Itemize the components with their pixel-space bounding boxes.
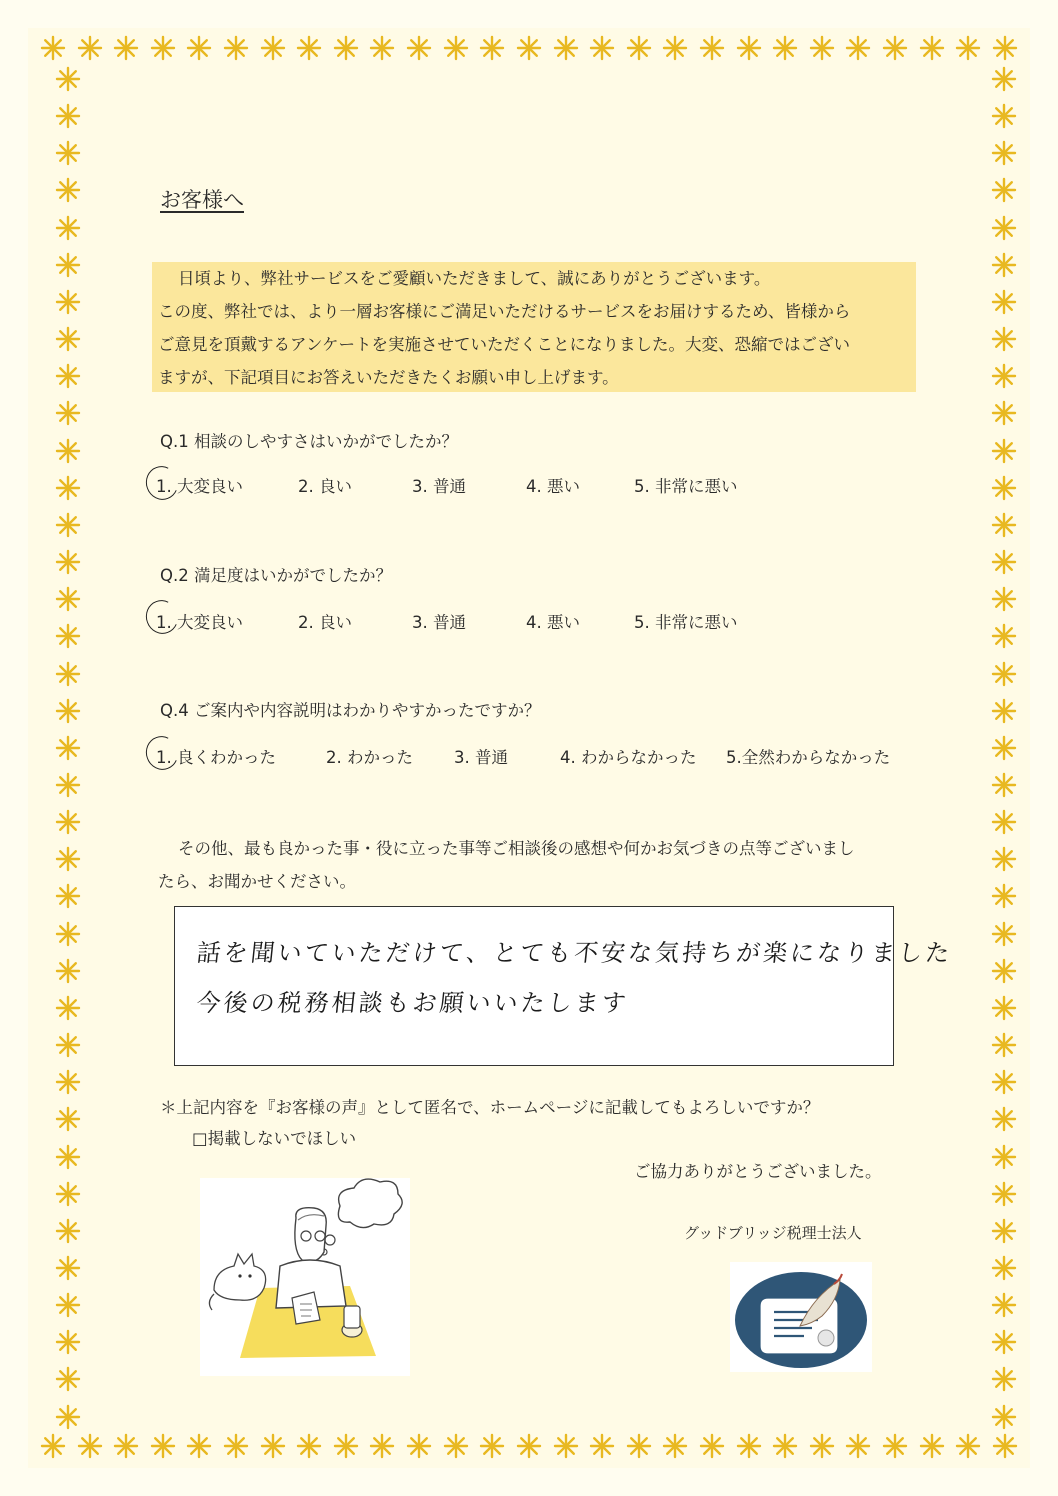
star-border-icon [845, 35, 871, 61]
star-border-icon [150, 35, 176, 61]
star-border-icon [55, 326, 81, 352]
star-border-icon [992, 35, 1018, 61]
star-border-icon [991, 1032, 1017, 1058]
star-border-icon [991, 326, 1017, 352]
star-border-icon [443, 35, 469, 61]
star-border-icon [260, 1433, 286, 1459]
star-border-icon [736, 35, 762, 61]
star-border-icon [772, 1433, 798, 1459]
intro-line: ご意見を頂戴するアンケートを実施させていただくことになりました。大変、恐縮ではござい [158, 335, 851, 354]
star-border-icon [55, 66, 81, 92]
star-border-icon [919, 35, 945, 61]
star-border-icon [991, 1329, 1017, 1355]
star-border-icon [260, 35, 286, 61]
star-border-icon [296, 1433, 322, 1459]
star-border-icon [626, 1433, 652, 1459]
star-border-icon [113, 1433, 139, 1459]
star-border-icon [55, 1069, 81, 1095]
star-border-icon [55, 958, 81, 984]
star-border-icon [55, 438, 81, 464]
star-border-icon [553, 35, 579, 61]
star-border-icon [991, 1366, 1017, 1392]
star-border-icon [77, 35, 103, 61]
star-border-icon [55, 512, 81, 538]
star-border-icon [991, 215, 1017, 241]
star-border-icon [479, 1433, 505, 1459]
star-border-right [990, 66, 1018, 1430]
star-border-icon [55, 1366, 81, 1392]
star-border-icon [991, 586, 1017, 612]
star-border-icon [991, 177, 1017, 203]
star-border-icon [919, 1433, 945, 1459]
star-border-icon [991, 438, 1017, 464]
star-border-icon [991, 1218, 1017, 1244]
star-border-icon [223, 1433, 249, 1459]
star-border-icon [809, 35, 835, 61]
question-2-label: Q.2 満足度はいかがでしたか？ [160, 566, 392, 585]
star-border-icon [55, 883, 81, 909]
star-border-icon [991, 363, 1017, 389]
q2-option-1[interactable]: 1. 大変良い [156, 613, 243, 632]
q4-option-3[interactable]: 3. 普通 [454, 748, 508, 767]
handwritten-line: 今後の税務相談もお願いいたします [195, 989, 631, 1017]
star-border-icon [991, 661, 1017, 687]
star-border-icon [406, 1433, 432, 1459]
star-border-icon [809, 1433, 835, 1459]
star-border-icon [55, 1181, 81, 1207]
star-border-icon [991, 1106, 1017, 1132]
star-border-icon [991, 772, 1017, 798]
star-border-bottom [40, 1432, 1018, 1460]
star-border-icon [55, 846, 81, 872]
star-border-icon [955, 1433, 981, 1459]
q2-option-3[interactable]: 3. 普通 [412, 613, 466, 632]
q1-option-1[interactable]: 1. 大変良い [156, 477, 243, 496]
star-border-icon [991, 1144, 1017, 1170]
star-border-icon [626, 35, 652, 61]
star-border-icon [55, 1144, 81, 1170]
star-border-icon [991, 400, 1017, 426]
star-border-icon [516, 1433, 542, 1459]
q2-option-4[interactable]: 4. 悪い [526, 613, 580, 632]
star-border-icon [991, 1292, 1017, 1318]
star-border-icon [553, 1433, 579, 1459]
star-border-icon [55, 661, 81, 687]
star-border-icon [113, 35, 139, 61]
q2-option-5[interactable]: 5. 非常に悪い [634, 613, 738, 632]
star-border-icon [991, 809, 1017, 835]
star-border-icon [991, 735, 1017, 761]
star-border-icon [55, 215, 81, 241]
star-border-icon [369, 35, 395, 61]
thanks-message: ご協力ありがとうございました。 [634, 1162, 882, 1181]
star-border-icon [55, 475, 81, 501]
star-border-icon [55, 103, 81, 129]
star-border-icon [55, 623, 81, 649]
star-border-icon [55, 735, 81, 761]
star-border-icon [77, 1433, 103, 1459]
star-border-icon [333, 35, 359, 61]
star-border-icon [296, 35, 322, 61]
star-border-icon [992, 1433, 1018, 1459]
star-border-icon [55, 1255, 81, 1281]
star-border-icon [479, 35, 505, 61]
question-4-label: Q.4 ご案内や内容説明はわかりやすかったですか？ [160, 701, 541, 720]
star-border-icon [991, 995, 1017, 1021]
star-border-top [40, 34, 1018, 62]
star-border-icon [516, 35, 542, 61]
consent-question: ＊上記内容を『お客様の声』として匿名で、ホームページに記載してもよろしいですか？ [160, 1098, 820, 1117]
star-border-icon [699, 35, 725, 61]
intro-highlight-box [152, 262, 916, 392]
q4-option-2[interactable]: 2. わかった [326, 748, 413, 767]
intro-line: この度、弊社では、より一層お客様にご満足いただけるサービスをお届けするため、皆様から [158, 302, 851, 321]
q2-option-2[interactable]: 2. 良い [298, 613, 352, 632]
star-border-icon [55, 549, 81, 575]
q4-option-5[interactable]: 5.全然わからなかった [726, 748, 891, 767]
star-border-icon [955, 35, 981, 61]
star-border-icon [55, 1329, 81, 1355]
company-name: グッドブリッジ税理士法人 [684, 1224, 862, 1242]
star-border-icon [589, 35, 615, 61]
star-border-icon [55, 252, 81, 278]
star-border-icon [991, 1404, 1017, 1430]
star-border-icon [589, 1433, 615, 1459]
star-border-icon [991, 623, 1017, 649]
star-border-icon [55, 921, 81, 947]
star-border-icon [55, 586, 81, 612]
star-border-icon [991, 1181, 1017, 1207]
comment-prompt [158, 832, 928, 898]
question-1-label: Q.1 相談のしやすさはいかがでしたか？ [160, 432, 458, 451]
star-border-icon [55, 289, 81, 315]
scroll-quill-logo [730, 1262, 872, 1372]
star-border-icon [882, 1433, 908, 1459]
q1-option-5[interactable]: 5. 非常に悪い [634, 477, 738, 496]
star-border-icon [443, 1433, 469, 1459]
star-border-icon [223, 35, 249, 61]
star-border-icon [662, 1433, 688, 1459]
star-border-icon [991, 1069, 1017, 1095]
star-border-icon [55, 1404, 81, 1430]
intro-line: ますが、下記項目にお答えいただきたくお願い申し上げます。 [158, 368, 619, 387]
star-border-icon [55, 1032, 81, 1058]
star-border-icon [991, 66, 1017, 92]
star-border-icon [55, 809, 81, 835]
star-border-icon [186, 1433, 212, 1459]
star-border-icon [991, 1255, 1017, 1281]
star-border-icon [662, 35, 688, 61]
star-border-icon [55, 1106, 81, 1132]
star-border-icon [772, 35, 798, 61]
star-border-icon [55, 363, 81, 389]
star-border-left [54, 66, 82, 1430]
star-border-icon [55, 177, 81, 203]
star-border-icon [991, 549, 1017, 575]
intro-line: 日頃より、弊社サービスをご愛顧いただきまして、誠にありがとうございます。 [178, 269, 771, 288]
no-publish-checkbox[interactable]: □掲載しないでほしい [192, 1129, 357, 1148]
star-border-icon [991, 252, 1017, 278]
star-border-icon [55, 772, 81, 798]
star-border-icon [55, 698, 81, 724]
comment-prompt-line: たら、お聞かせください。 [158, 872, 356, 891]
star-border-icon [55, 1292, 81, 1318]
page-title: お客様へ [160, 188, 244, 212]
star-border-icon [55, 400, 81, 426]
star-border-icon [991, 289, 1017, 315]
star-border-icon [991, 921, 1017, 947]
star-border-icon [991, 103, 1017, 129]
comment-answer-box[interactable] [174, 906, 954, 1066]
star-border-icon [991, 883, 1017, 909]
handwritten-line: 話を聞いていただけて、とても不安な気持ちが楽になりました [195, 939, 954, 967]
star-border-icon [991, 846, 1017, 872]
star-border-icon [55, 1218, 81, 1244]
star-border-icon [991, 512, 1017, 538]
q1-option-3[interactable]: 3. 普通 [412, 477, 466, 496]
star-border-icon [736, 1433, 762, 1459]
q4-option-4[interactable]: 4. わからなかった [560, 748, 697, 767]
q1-option-4[interactable]: 4. 悪い [526, 477, 580, 496]
star-border-icon [882, 35, 908, 61]
star-border-icon [991, 698, 1017, 724]
star-border-icon [333, 1433, 359, 1459]
star-border-icon [55, 995, 81, 1021]
star-border-icon [150, 1433, 176, 1459]
q1-option-2[interactable]: 2. 良い [298, 477, 352, 496]
star-border-icon [186, 35, 212, 61]
star-border-icon [991, 475, 1017, 501]
star-border-icon [40, 1433, 66, 1459]
q4-option-1[interactable]: 1. 良くわかった [156, 748, 276, 767]
person-writing-illustration [200, 1178, 410, 1376]
star-border-icon [40, 35, 66, 61]
star-border-icon [699, 1433, 725, 1459]
star-border-icon [991, 140, 1017, 166]
star-border-icon [406, 35, 432, 61]
star-border-icon [991, 958, 1017, 984]
star-border-icon [369, 1433, 395, 1459]
comment-prompt-line: その他、最も良かった事・役に立った事等ご相談後の感想や何かお気づきの点等ございまし [178, 839, 855, 858]
star-border-icon [55, 140, 81, 166]
star-border-icon [845, 1433, 871, 1459]
